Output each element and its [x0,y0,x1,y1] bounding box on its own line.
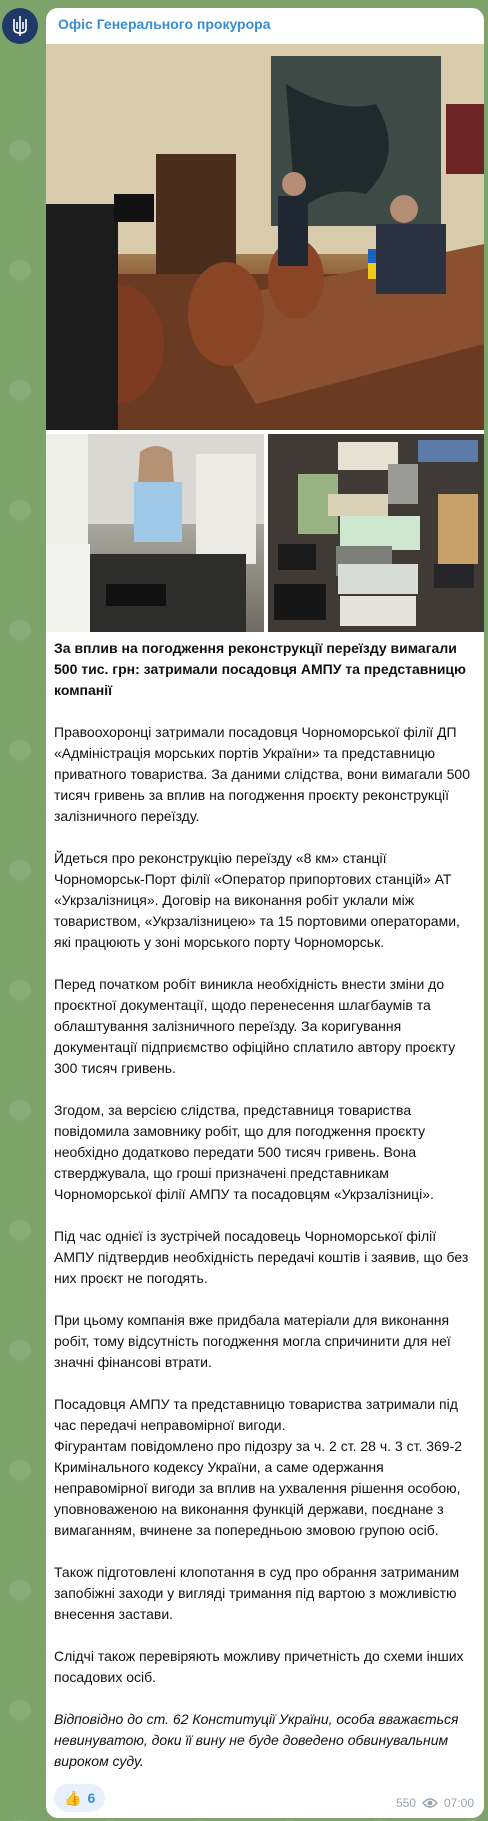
post-paragraph: Під час однієї із зустрічей посадовець Чорноморської філії АМПУ підтвердив необхідність передачі коштів і заявив, що без них проєкт не погодять. [54,1228,469,1286]
channel-name[interactable]: Офіс Генерального прокурора [58,16,271,32]
thumbs-up-icon: 👍 [64,1789,82,1806]
reaction-thumbs-up-button[interactable] [54,1784,105,1812]
post-disclaimer: Відповідно до ст. 62 Конституції України, особа вважається невинуватою, доки її вину не буде доведено обвинувальним вироком суду. [54,1711,459,1769]
post-paragraph: Йдеться про реконструкцію переїзду «8 км» станції Чорноморськ-Порт філії «Оператор припортових станцій» АТ «Укрзалізниця». Договір на виконання робіт уклали між товариством, «Укрзалізницею» та 15 портовими операторами, які працюють у зоні морського порту Чорноморськ. [54,850,460,950]
message-meta [396,1796,474,1810]
post-paragraph: Слідчі також перевіряють можливу причетність до схеми інших посадових осіб. [54,1648,464,1685]
photo-detained-woman[interactable] [46,434,264,632]
reaction-count: 6 [87,1790,96,1806]
photo-office-search[interactable] [46,44,484,430]
post-paragraph: Посадовця АМПУ та представницю товариства затримали під час передачі неправомірної вигоди. Фігурантам повідомлено про підозру за ч. 2 ст. 28 ч. 3 ст. 369-2 Кримінального кодексу України, а саме одержання неправомірної вигоди за вплив на ухвалення рішення особою, уповноваженою на виконання функцій держави, поєднане з вимаганням, вчинене за попередньою змовою групою осіб. [54,1396,463,1538]
post-paragraph: Правоохоронці затримали посадовця Чорноморської філії ДП «Адміністрація морських портів України» та представницю приватного товариства. За даними слідства, вони вимагали 500 тисяч гривень за вплив на погодження проєкту реконструкції залізничного переїзду. [54,724,471,824]
eye-icon [422,1797,438,1809]
view-count: 550 [395,1796,416,1810]
channel-avatar[interactable] [2,8,38,44]
post-paragraph: Перед початком робіт виникла необхідність внести зміни до проєктної документації, щодо перенесення шлагбаумів та облаштування залізничного переїзду. За коригування документації підприємство офіційно сплатило автору проєкту 300 тисяч гривень. [54,976,456,1076]
message-bubble [46,8,484,1818]
photo-money-on-table[interactable] [268,434,484,632]
post-paragraph: Згодом, за версією слідства, представниця товариства повідомила замовнику робіт, що для погодження проєкту необхідно додатково передати 500 тисяч гривень. Вона стверджувала, що гроші призначені представникам Чорноморської філії АМПУ та посадовцям «Укрзалізниці». [54,1102,434,1202]
post-headline: За вплив на погодження реконструкції переїзду вимагали 500 тис. грн: затримали посадовця АМПУ та представницю компанії [54,640,466,698]
post-text [54,638,474,1793]
trident-emblem-icon [7,13,33,39]
post-paragraph: Також підготовлені клопотання в суд про обрання затриманим запобіжні заходи у вигляді тримання під вартою з можливістю внесення застави. [54,1564,460,1622]
post-paragraph: При цьому компанія вже придбала матеріали для виконання робіт, тому відсутність погодження могла спричинити для неї значні фінансові втрати. [54,1312,451,1370]
message-time: 07:00 [443,1796,474,1810]
